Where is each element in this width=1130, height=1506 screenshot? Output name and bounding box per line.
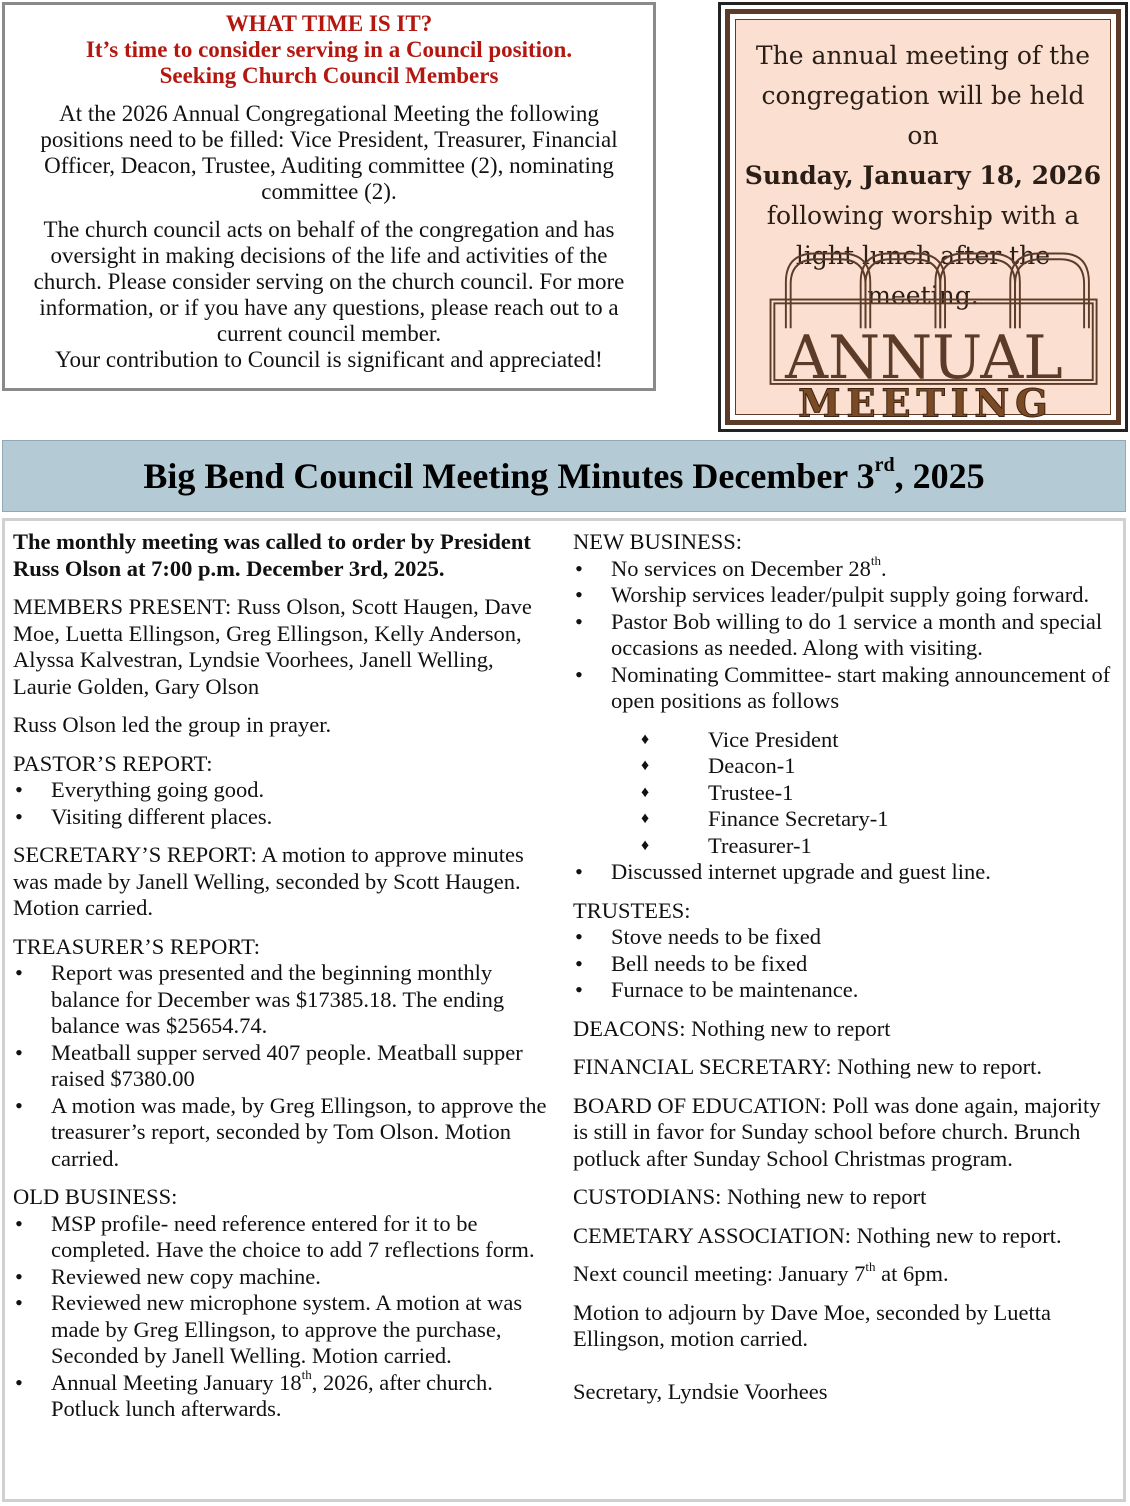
callout-thanks: Your contribution to Council is significant and appreciated! bbox=[55, 347, 603, 372]
callout-headline-2: It’s time to consider serving in a Council position. bbox=[85, 37, 573, 62]
new-business-list bbox=[573, 553, 1119, 715]
cemetery-report: CEMETARY ASSOCIATION: Nothing new to report. bbox=[573, 1222, 1062, 1248]
list-item bbox=[573, 662, 1119, 715]
callout-headlines bbox=[15, 11, 643, 89]
financial-secretary-report: FINANCIAL SECRETARY: Nothing new to report. bbox=[573, 1054, 1043, 1079]
no-services-sup: th bbox=[870, 553, 882, 568]
secretary-report: SECRETARY’S REPORT: A motion to approve minutes was made by Janell Welling, seconded by Scott Haugen. Motion carried. bbox=[13, 842, 524, 920]
adjourn-motion: Motion to adjourn by Dave Moe, seconded by Luetta Ellingson, motion carried. bbox=[573, 1299, 1052, 1351]
annual-meeting-item-pre: Annual Meeting January 18 bbox=[51, 1369, 302, 1395]
minutes-right-column bbox=[573, 529, 1119, 1417]
list-item: • Pastor Bob willing to do 1 service a month and special occasions as needed. Along with visiting. bbox=[573, 609, 1119, 662]
list-item: • Furnace to be maintenance. bbox=[573, 977, 1119, 1004]
open-positions-list bbox=[573, 727, 1119, 860]
list-item: • A motion was made, by Greg Ellingson, to approve the treasurer’s report, seconded by Tom Olson. Motion carried. bbox=[13, 1093, 553, 1173]
annual-meeting-item-sup: th bbox=[301, 1367, 312, 1382]
opening-prayer: Russ Olson led the group in prayer. bbox=[13, 712, 332, 737]
list-item: ♦ Treasurer-1 bbox=[573, 833, 1119, 860]
next-meeting-post: at 6pm. bbox=[875, 1261, 949, 1286]
call-to-order: The monthly meeting was called to order by President Russ Olson at 7:00 p.m. December 3rd, 2025. bbox=[13, 529, 531, 581]
list-item: • Visiting different places. bbox=[13, 804, 553, 831]
list-item: ♦ Vice President bbox=[573, 727, 1119, 754]
list-item: • Everything going good. bbox=[13, 777, 553, 804]
annual-meeting-line-1: The annual meeting of the congregation will be held on bbox=[755, 41, 1091, 150]
council-callout-box bbox=[2, 2, 656, 391]
new-business-list-end bbox=[573, 859, 1119, 886]
annual-meeting-item-post: , 2026, after church. Potluck lunch afterwards. bbox=[51, 1369, 493, 1421]
list-item: • Meatball supper served 407 people. Meatball supper raised $7380.00 bbox=[13, 1040, 553, 1093]
meeting-word: MEETING bbox=[798, 381, 1054, 427]
new-business-heading: NEW BUSINESS: bbox=[573, 529, 742, 554]
no-services-pre: No services on December 28 bbox=[611, 555, 871, 581]
list-item: • Reviewed new microphone system. A motion at was made by Greg Ellingson, to approve the purchase, Seconded by Janell Welling. Motion carried. bbox=[13, 1290, 553, 1370]
list-item: • Discussed internet upgrade and guest line. bbox=[573, 859, 1119, 886]
list-item: ♦ Deacon-1 bbox=[573, 753, 1119, 780]
annual-meeting-frame bbox=[725, 9, 1121, 425]
pastor-report-list bbox=[13, 777, 553, 830]
next-meeting-sup: th bbox=[865, 1258, 876, 1274]
annual-meeting-panel bbox=[735, 19, 1111, 427]
list-item bbox=[13, 1367, 553, 1423]
trustees-heading: TRUSTEES: bbox=[573, 897, 691, 923]
no-services-post: . bbox=[881, 555, 887, 581]
custodians-report: CUSTODIANS: Nothing new to report bbox=[573, 1184, 927, 1209]
spacer bbox=[573, 1365, 1119, 1379]
treasurer-report-heading: TREASURER’S REPORT: bbox=[13, 933, 260, 959]
minutes-title-main: Big Bend Council Meeting Minutes December 3 bbox=[143, 456, 875, 496]
minutes-body bbox=[2, 518, 1126, 1502]
annual-meeting-notice bbox=[718, 2, 1128, 432]
annual-word: ANNUAL bbox=[785, 324, 1063, 394]
annual-meeting-line-2: following worship with a light lunch after the meeting. bbox=[766, 201, 1080, 310]
next-meeting-pre: Next council meeting: January 7 bbox=[573, 1261, 866, 1286]
deacons-report: DEACONS: Nothing new to report bbox=[573, 1015, 891, 1041]
minutes-title-sup: rd bbox=[874, 454, 895, 476]
minutes-title-bar bbox=[2, 440, 1126, 512]
treasurer-report-list bbox=[13, 960, 553, 1172]
minutes-title-end: , 2025 bbox=[894, 456, 985, 496]
list-item: • MSP profile- need reference entered for it to be completed. Have the choice to add 7 reflections form. bbox=[13, 1211, 553, 1264]
list-item: • Reviewed new copy machine. bbox=[13, 1264, 553, 1291]
list-item: ♦ Trustee-1 bbox=[573, 780, 1119, 807]
list-item: • Stove needs to be fixed bbox=[573, 924, 1119, 951]
list-item: • Worship services leader/pulpit supply going forward. bbox=[573, 582, 1119, 609]
callout-council-paragraph: The church council acts on behalf of the congregation and has oversight in making decisions of the life and activities of the church. Please consider serving on the church council. For more information, or if you have any questions, please reach out to a current council member. bbox=[33, 217, 625, 346]
callout-positions-paragraph: At the 2026 Annual Congregational Meeting the following positions need to be filled: Vice President, Treasurer, Financial Officer, Deacon, Trustee, Auditing committee (2), nominating committee (2). bbox=[40, 101, 618, 204]
annual-meeting-date: Sunday, January 18, 2026 bbox=[744, 161, 1102, 190]
list-item: • Report was presented and the beginning monthly balance for December was $17385.18. The ending balance was $25654.74. bbox=[13, 960, 553, 1040]
list-item: ♦ Finance Secretary-1 bbox=[573, 806, 1119, 833]
callout-headline-3: Seeking Church Council Members bbox=[159, 63, 499, 88]
next-meeting bbox=[573, 1258, 1119, 1288]
old-business-list bbox=[13, 1211, 553, 1423]
old-business-heading: OLD BUSINESS: bbox=[13, 1184, 178, 1209]
callout-headline-1: WHAT TIME IS IT? bbox=[225, 11, 433, 36]
board-of-education-report: BOARD OF EDUCATION: Poll was done again, majority is still in favor for Sunday school before church. Brunch potluck after Sunday School Christmas program. bbox=[573, 1092, 1101, 1171]
trustees-list bbox=[573, 924, 1119, 1004]
minutes-left-column bbox=[13, 529, 553, 1435]
pastor-report-heading: PASTOR’S REPORT: bbox=[13, 750, 213, 776]
members-present: MEMBERS PRESENT: Russ Olson, Scott Haugen, Dave Moe, Luetta Ellingson, Greg Ellingson, Kelly Anderson, Alyssa Kalvestran, Lyndsie Voorhees, Janell Welling, Laurie Golden, Gary Olson bbox=[13, 594, 532, 699]
annual-meeting-graphic bbox=[736, 240, 1110, 430]
list-item: • Bell needs to be fixed bbox=[573, 951, 1119, 978]
secretary-signature: Secretary, Lyndsie Voorhees bbox=[573, 1378, 828, 1404]
nominating-text: • Nominating Committee- start making announcement of open positions as follows bbox=[611, 661, 1111, 713]
list-item bbox=[573, 553, 1119, 583]
